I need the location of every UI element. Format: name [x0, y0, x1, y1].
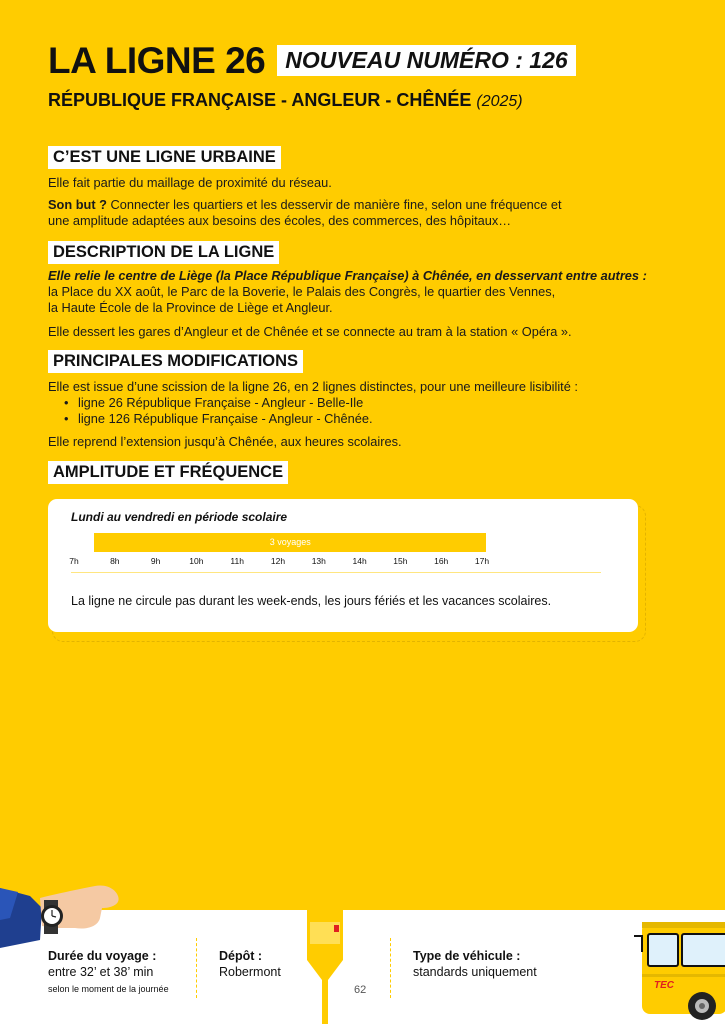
changes-bullet-list — [64, 395, 373, 427]
bus-stop-icon — [300, 910, 350, 1024]
list-item: • ligne 26 République Française - Angleur - Belle-Ile — [64, 395, 373, 411]
hour-tick: 14h — [352, 556, 367, 566]
urban-purpose-line-1: Connecter les quartiers et les desservir de manière fine, selon une fréquence et — [107, 197, 562, 212]
description-paragraph-1 — [48, 268, 688, 316]
vehicle-block — [413, 948, 537, 980]
frequency-card — [48, 499, 638, 632]
hour-tick: 7h — [69, 556, 79, 566]
route-name: RÉPUBLIQUE FRANÇAISE - ANGLEUR - CHÊNÉE — [48, 90, 472, 110]
section-heading-urban: C’EST UNE LIGNE URBAINE — [48, 146, 281, 169]
hour-tick: 10h — [189, 556, 204, 566]
new-number-badge: NOUVEAU NUMÉRO : 126 — [277, 45, 575, 75]
depot-block — [219, 948, 281, 980]
hour-tick: 9h — [150, 556, 161, 566]
period-label: Lundi au vendredi en période scolaire — [71, 510, 288, 524]
description-intro: Elle relie le centre de Liège (la Place République Française) à Chênée, en desservant entre autres : — [48, 268, 647, 283]
vehicle-label: Type de véhicule : — [413, 949, 521, 963]
hour-tick: 12h — [270, 556, 286, 566]
description-line-1: la Place du XX août, le Parc de la Boverie, le Palais des Congrès, le quartier des Vennes, — [48, 284, 556, 299]
hour-tick: 15h — [393, 556, 408, 566]
description-line-2: la Haute École de la Province de Liège et Angleur. — [48, 300, 333, 315]
changes-intro: Elle est issue d’une scission de la ligne 26, en 2 lignes distinctes, pour une meilleure lisibilité : — [48, 379, 578, 394]
watch-icon — [0, 878, 130, 958]
urban-purpose-label: Son but ? — [48, 197, 107, 212]
service-note: La ligne ne circule pas durant les week-ends, les jours fériés et les vacances scolaires. — [71, 594, 552, 608]
hour-tick: 17h — [474, 556, 490, 566]
list-item: • ligne 126 République Française - Angleur - Chênée. — [64, 411, 373, 427]
duration-value: entre 32’ et 38’ min — [48, 965, 154, 979]
urban-paragraph-2 — [48, 197, 688, 229]
urban-paragraph-1: Elle fait partie du maillage de proximité du réseau. — [48, 175, 332, 190]
duration-label: Durée du voyage : — [48, 949, 157, 963]
hour-tick: 8h — [110, 556, 120, 566]
footer-separator — [390, 938, 391, 998]
depot-label: Dépôt : — [219, 949, 263, 963]
section-heading-changes: PRINCIPALES MODIFICATIONS — [48, 350, 303, 373]
page-title: LA LIGNE 26 — [48, 40, 266, 81]
hour-tick: 11h — [230, 556, 244, 566]
section-heading-frequency: AMPLITUDE ET FRÉQUENCE — [48, 461, 288, 484]
urban-purpose-line-2: une amplitude adaptées aux besoins des écoles, des commerces, des hôpitaux… — [48, 213, 512, 228]
bus-icon — [632, 922, 725, 1024]
title-row — [48, 42, 576, 79]
description-paragraph-2: Elle dessert les gares d’Angleur et de Chênée et se connecte au tram à la station « Opéra ». — [48, 324, 572, 339]
service-bar: 3 voyages — [94, 533, 486, 552]
route-subtitle — [48, 90, 523, 111]
depot-value: Robermont — [219, 965, 281, 979]
changes-paragraph-2: Elle reprend l’extension jusqu’à Chênée, aux heures scolaires. — [48, 434, 402, 449]
bus-logo-text: TEC — [654, 980, 674, 991]
section-heading-description: DESCRIPTION DE LA LIGNE — [48, 241, 279, 264]
duration-block — [48, 948, 169, 997]
footer-separator — [196, 938, 197, 998]
footer — [0, 910, 725, 1024]
hour-tick: 16h — [434, 556, 449, 566]
duration-note: selon le moment de la journée — [48, 984, 169, 994]
card-divider — [71, 572, 601, 573]
route-year: (2025) — [476, 93, 523, 110]
page-number: 62 — [354, 984, 367, 996]
hour-tick: 13h — [311, 556, 326, 566]
vehicle-value: standards uniquement — [413, 965, 537, 979]
